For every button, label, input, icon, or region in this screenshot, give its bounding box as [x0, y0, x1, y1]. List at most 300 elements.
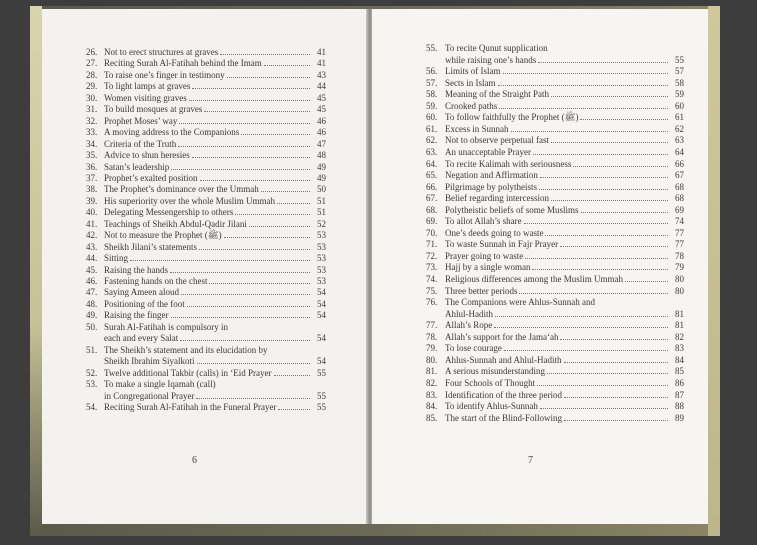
toc-entry-title: To raise one’s finger in testimony	[104, 69, 225, 80]
toc-entry-page: 55	[675, 54, 684, 65]
toc-entry-number: 35.	[86, 150, 98, 161]
toc-entry-number: 72.	[426, 250, 438, 261]
toc-entry-number: 37.	[86, 172, 98, 183]
toc-entry-title: Sitting	[104, 253, 129, 264]
toc-entry-number: 66.	[426, 181, 438, 192]
toc-entry-page: 84	[675, 354, 684, 365]
toc-entry-page: 54	[317, 298, 326, 309]
toc-entry	[86, 70, 326, 81]
toc-entry-title: Meaning of the Straight Path	[445, 89, 549, 100]
toc-entry-title: Saying Ameen aloud	[104, 287, 179, 298]
toc-entry-page: 51	[317, 207, 326, 218]
toc-entry-page: 55	[317, 390, 326, 401]
toc-entry-page: 87	[675, 389, 684, 400]
toc-entry-page: 79	[675, 262, 684, 273]
toc-entry-number: 41.	[86, 218, 98, 229]
toc-leader-dots	[560, 240, 668, 247]
table-of-contents-right	[372, 9, 708, 524]
toc-entry-page: 45	[317, 104, 326, 115]
toc-leader-dots	[540, 171, 668, 178]
toc-entry-title: Raising the hands	[104, 264, 168, 275]
toc-entry	[426, 286, 684, 297]
toc-leader-dots	[580, 113, 668, 120]
toc-entry-title: Not to measure the Prophet (ﷺ)	[104, 230, 222, 241]
toc-entry-title: An unacceptable Prayer	[445, 146, 531, 157]
toc-entry	[86, 402, 326, 413]
toc-entry-number: 82.	[426, 377, 438, 388]
toc-entry-title: Positioning of the foot	[104, 298, 185, 309]
toc-entry-title: Sheikh Jilani’s statements	[104, 241, 197, 252]
toc-entry-number: 74.	[426, 274, 438, 284]
toc-entry-title: Identification of the three period	[445, 389, 562, 400]
page-number-left: 6	[192, 455, 197, 466]
toc-entry-page: 59	[675, 89, 684, 100]
toc-entry-title: Prayer going to waste	[445, 250, 524, 261]
toc-entry-title: Prophet’s exalted position	[104, 172, 198, 183]
toc-leader-dots	[550, 45, 668, 51]
toc-entry-title: Sheikh Ibrahim Siyalkoti	[104, 356, 195, 367]
toc-entry	[426, 170, 684, 181]
toc-entry-title: To lose courage	[445, 343, 502, 354]
toc-entry-title: Raising the finger	[104, 310, 169, 321]
toc-entry-title: Not to erect structures at graves	[104, 47, 219, 57]
page-number-right: 7	[528, 455, 533, 466]
toc-entry	[86, 368, 326, 379]
toc-entry-page: 69	[675, 204, 684, 215]
toc-leader-dots	[278, 403, 310, 410]
toc-leader-dots	[170, 266, 310, 273]
toc-entry-title: To identify Ahlus-Sunnah	[445, 401, 538, 412]
toc-entry-number: 55.	[426, 43, 438, 53]
toc-leader-dots	[538, 56, 668, 63]
toc-entry-page: 41	[317, 58, 326, 69]
toc-entry-page: 55	[317, 401, 326, 412]
toc-entry	[86, 139, 326, 150]
toc-entry-number: 33.	[86, 127, 98, 138]
toc-entry	[86, 47, 326, 58]
book-cover-edge-left	[30, 6, 42, 536]
toc-entry	[426, 332, 684, 343]
toc-entry-number: 80.	[426, 354, 438, 365]
toc-entry	[86, 391, 326, 402]
toc-entry-number: 83.	[426, 389, 438, 400]
toc-leader-dots	[130, 254, 310, 261]
toc-leader-dots	[498, 79, 669, 86]
toc-entry	[426, 228, 684, 239]
toc-entry-number: 40.	[86, 207, 98, 218]
toc-entry-title: Negation and Affirmation	[445, 170, 538, 181]
toc-entry-number: 84.	[426, 401, 438, 412]
toc-entry-page: 53	[317, 264, 326, 275]
toc-entry-number: 31.	[86, 104, 98, 115]
toc-entry-number: 48.	[86, 298, 98, 309]
toc-entry	[86, 219, 326, 230]
toc-leader-dots	[189, 94, 310, 101]
toc-entry	[426, 251, 684, 262]
toc-entry-page: 44	[317, 81, 326, 92]
toc-entry-page: 67	[675, 170, 684, 181]
toc-leader-dots	[511, 125, 669, 132]
toc-entry-page: 50	[317, 184, 326, 195]
toc-entry-page: 51	[317, 195, 326, 206]
toc-entry	[426, 55, 684, 66]
toc-entry-title: Ahlus-Sunnah and Ahlul-Hadith	[445, 354, 562, 365]
toc-entry-page: 64	[675, 146, 684, 157]
toc-entry-page: 48	[317, 150, 326, 161]
toc-entry	[86, 58, 326, 69]
toc-entry-title: Allah’s support for the Jama‘ah	[445, 331, 559, 342]
toc-entry-number: 34.	[86, 138, 98, 149]
toc-leader-dots	[504, 344, 668, 351]
toc-entry-number: 71.	[426, 239, 438, 250]
toc-entry	[426, 262, 684, 273]
toc-entry-page: 60	[675, 100, 684, 111]
toc-leader-dots	[573, 160, 668, 167]
toc-leader-dots	[551, 194, 668, 201]
toc-entry	[86, 127, 326, 138]
toc-entry-page: 43	[317, 69, 326, 80]
toc-entry-page: 46	[317, 127, 326, 138]
toc-entry-number: 73.	[426, 262, 438, 273]
toc-entry-title: Reciting Surah Al-Fatihah behind the Imam	[104, 58, 262, 69]
toc-entry	[86, 287, 326, 298]
toc-leader-dots	[218, 381, 310, 387]
toc-leader-dots	[533, 148, 668, 155]
toc-entry-number: 58.	[426, 89, 438, 100]
toc-entry-title: To build mosques at graves	[104, 104, 203, 115]
toc-entry-page: 53	[317, 230, 326, 241]
toc-entry	[426, 193, 684, 204]
toc-entry	[426, 413, 684, 424]
toc-leader-dots	[551, 90, 668, 97]
toc-entry-title: Belief regarding intercession	[445, 193, 549, 204]
toc-leader-dots	[249, 220, 310, 227]
toc-entry-number: 63.	[426, 146, 438, 157]
toc-leader-dots	[241, 128, 310, 135]
toc-entry-number: 75.	[426, 285, 438, 296]
toc-leader-dots	[171, 163, 310, 170]
toc-entry-title: Women visiting graves	[104, 92, 187, 103]
toc-entry	[426, 274, 684, 285]
toc-entry-page: 78	[675, 250, 684, 261]
toc-entry-page: 47	[317, 138, 326, 149]
toc-entry-title: To waste Sunnah in Fajr Prayer	[445, 239, 559, 250]
toc-entry-number: 69.	[426, 216, 438, 227]
toc-entry	[426, 343, 684, 354]
toc-entry-title: The Companions were Ahlus-Sunnah and	[445, 297, 595, 308]
toc-entry-title: To make a single Iqamah (call)	[104, 379, 216, 390]
toc-leader-dots	[545, 229, 668, 236]
toc-entry-page: 81	[675, 320, 684, 331]
toc-entry-number: 67.	[426, 193, 438, 204]
toc-entry-title: The start of the Blind-Following	[445, 412, 562, 423]
toc-entry-number: 54.	[86, 401, 98, 412]
toc-entry-page: 61	[675, 112, 684, 123]
toc-entry-number: 30.	[86, 92, 98, 103]
toc-entry	[86, 162, 326, 173]
toc-entry-title: A serious misunderstanding	[445, 366, 545, 377]
toc-entry-page: 53	[317, 253, 326, 264]
toc-entry	[426, 101, 684, 112]
toc-entry-title: Excess in Sunnah	[445, 123, 509, 134]
toc-entry-number: 62.	[426, 135, 438, 146]
toc-leader-dots	[209, 277, 310, 284]
toc-entry-number: 26.	[86, 47, 98, 57]
toc-entry-title: while raising one’s hands	[445, 54, 537, 65]
toc-entry-number: 43.	[86, 241, 98, 252]
toc-entry-page: 41	[317, 47, 326, 57]
toc-entry	[86, 184, 326, 195]
toc-entry-title: Prophet Moses’ way	[104, 115, 178, 126]
toc-entry-page: 66	[675, 158, 684, 169]
toc-entry-title: Advice to shun heresies	[104, 150, 190, 161]
toc-entry-title: Satan’s leadership	[104, 161, 170, 172]
toc-entry-number: 38.	[86, 184, 98, 195]
toc-entry	[426, 320, 684, 331]
toc-entry-number: 70.	[426, 227, 438, 238]
toc-entry-page: 46	[317, 115, 326, 126]
toc-leader-dots	[560, 333, 668, 340]
toc-entry-title: Not to observe perpetual fast	[445, 135, 549, 146]
toc-leader-dots	[181, 288, 310, 295]
toc-entry	[426, 135, 684, 146]
toc-entry-title: The Prophet’s dominance over the Ummah	[104, 184, 259, 195]
toc-entry-page: 54	[317, 310, 326, 321]
toc-leader-dots	[261, 185, 310, 192]
toc-entry	[86, 93, 326, 104]
toc-leader-dots	[196, 392, 310, 399]
toc-entry-number: 81.	[426, 366, 438, 377]
toc-entry	[86, 345, 326, 356]
toc-entry-number: 64.	[426, 158, 438, 169]
toc-entry-number: 56.	[426, 66, 438, 77]
toc-leader-dots	[581, 206, 669, 213]
toc-entry-page: 68	[675, 193, 684, 204]
toc-entry-page: 82	[675, 331, 684, 342]
toc-entry	[426, 78, 684, 89]
toc-entry	[426, 182, 684, 193]
toc-entry-number: 39.	[86, 195, 98, 206]
toc-entry-title: His superiority over the whole Muslim Ummah	[104, 195, 275, 206]
toc-entry-number: 85.	[426, 412, 438, 423]
toc-entry-page: 81	[675, 308, 684, 319]
toc-entry	[426, 89, 684, 100]
toc-entry-title: Allah’s Rope	[445, 320, 493, 331]
toc-entry-page: 58	[675, 77, 684, 88]
toc-entry-number: 27.	[86, 58, 98, 69]
toc-entry-page: 77	[675, 227, 684, 238]
toc-entry-page: 85	[675, 366, 684, 377]
toc-leader-dots	[499, 102, 668, 109]
toc-entry	[86, 230, 326, 241]
toc-entry-page: 53	[317, 241, 326, 252]
toc-leader-dots	[494, 321, 668, 328]
toc-entry-number: 46.	[86, 276, 98, 286]
toc-leader-dots	[625, 275, 668, 282]
toc-entry	[426, 366, 684, 377]
toc-leader-dots	[230, 324, 310, 330]
toc-entry-title: Criteria of the Truth	[104, 138, 177, 149]
toc-entry-page: 52	[317, 218, 326, 229]
toc-entry-page: 53	[317, 276, 326, 286]
toc-leader-dots	[227, 71, 310, 78]
toc-leader-dots	[178, 140, 310, 147]
toc-entry	[86, 173, 326, 184]
toc-entry	[426, 124, 684, 135]
toc-leader-dots	[200, 174, 311, 181]
right-page	[372, 9, 708, 524]
toc-entry	[426, 239, 684, 250]
toc-entry	[86, 299, 326, 310]
toc-entry	[86, 253, 326, 264]
toc-entry	[86, 310, 326, 321]
toc-entry-title: To recite Kalimah with seriousness	[445, 158, 572, 169]
toc-entry-title: Four Schools of Thought	[445, 377, 536, 388]
toc-entry	[426, 66, 684, 77]
toc-entry-number: 28.	[86, 69, 98, 80]
toc-entry-page: 49	[317, 161, 326, 172]
toc-entry-number: 51.	[86, 344, 98, 355]
toc-entry-number: 60.	[426, 112, 438, 123]
toc-entry-number: 32.	[86, 115, 98, 126]
toc-leader-dots	[224, 231, 310, 238]
toc-leader-dots	[495, 310, 668, 317]
toc-leader-dots	[197, 357, 311, 364]
toc-entry	[86, 104, 326, 115]
toc-entry-page: 80	[675, 274, 684, 284]
toc-leader-dots	[525, 252, 668, 259]
toc-entry-title: Reciting Surah Al-Fatihah in the Funeral Prayer	[104, 401, 277, 412]
toc-entry-title: To light lamps at graves	[104, 81, 191, 92]
toc-entry-title: Polytheistic beliefs of some Muslims	[445, 204, 579, 215]
toc-entry-title: Three better periods	[445, 285, 518, 296]
toc-entry-page: 89	[675, 412, 684, 423]
toc-entry-title: Surah Al-Fatihah is compulsory in	[104, 321, 228, 332]
toc-entry	[426, 43, 684, 54]
toc-entry-number: 36.	[86, 161, 98, 172]
toc-entry	[426, 205, 684, 216]
toc-entry-page: 80	[675, 285, 684, 296]
toc-entry-number: 47.	[86, 287, 98, 298]
toc-entry	[426, 390, 684, 401]
toc-entry-number: 50.	[86, 321, 98, 332]
toc-leader-dots	[274, 369, 310, 376]
toc-entry	[426, 401, 684, 412]
toc-leader-dots	[204, 105, 310, 112]
toc-leader-dots	[551, 136, 668, 143]
toc-entry-number: 29.	[86, 81, 98, 92]
toc-leader-dots	[519, 287, 668, 294]
toc-leader-dots	[269, 347, 310, 353]
toc-entry-number: 49.	[86, 310, 98, 321]
toc-entry-title: One’s deeds going to waste	[445, 227, 544, 238]
toc-entry-page: 54	[317, 287, 326, 298]
toc-entry	[86, 150, 326, 161]
toc-leader-dots	[597, 299, 668, 305]
toc-leader-dots	[503, 67, 669, 74]
toc-leader-dots	[171, 311, 311, 318]
toc-entry-page: 83	[675, 343, 684, 354]
toc-entry-number: 76.	[426, 297, 438, 308]
toc-entry	[86, 333, 326, 344]
toc-entry-title: Twelve additional Takbir (calls) in ‘Eid Prayer	[104, 367, 272, 378]
toc-entry-number: 61.	[426, 123, 438, 134]
toc-entry	[86, 196, 326, 207]
toc-entry-number: 44.	[86, 253, 98, 264]
toc-entry-title: Delegating Messengership to others	[104, 207, 234, 218]
toc-entry-number: 78.	[426, 331, 438, 342]
toc-entry	[86, 276, 326, 287]
toc-leader-dots	[199, 243, 310, 250]
toc-entry-page: 55	[317, 367, 326, 378]
toc-entry-page: 68	[675, 181, 684, 192]
toc-entry-number: 57.	[426, 77, 438, 88]
toc-leader-dots	[264, 59, 310, 66]
toc-entry-page: 63	[675, 135, 684, 146]
toc-entry-number: 79.	[426, 343, 438, 354]
toc-entry	[426, 147, 684, 158]
toc-entry-page: 86	[675, 377, 684, 388]
toc-entry	[86, 207, 326, 218]
toc-leader-dots	[277, 197, 310, 204]
toc-entry-title: Fastening hands on the chest	[104, 276, 208, 286]
toc-entry-title: Sects in Islam	[445, 77, 496, 88]
toc-leader-dots	[539, 183, 668, 190]
toc-entry-title: Teachings of Sheikh Abdul-Qadir Jilani	[104, 218, 247, 229]
toc-entry	[426, 112, 684, 123]
toc-entry	[426, 159, 684, 170]
toc-entry	[426, 378, 684, 389]
toc-entry-page: 45	[317, 92, 326, 103]
toc-entry	[86, 356, 326, 367]
toc-entry-number: 52.	[86, 367, 98, 378]
left-page	[42, 9, 368, 524]
toc-entry-title: Hajj by a single woman	[445, 262, 531, 273]
toc-leader-dots	[564, 391, 668, 398]
toc-entry-title: The Sheikh’s statement and its elucidation by	[104, 344, 268, 355]
toc-entry	[86, 116, 326, 127]
toc-leader-dots	[524, 217, 668, 224]
toc-entry-page: 77	[675, 239, 684, 250]
toc-entry-number: 53.	[86, 379, 98, 390]
book-cover-edge-right	[708, 6, 720, 536]
toc-leader-dots	[192, 151, 310, 158]
toc-entry-page: 54	[317, 333, 326, 344]
toc-entry	[86, 379, 326, 390]
toc-entry-number: 65.	[426, 170, 438, 181]
toc-entry	[86, 242, 326, 253]
toc-leader-dots	[532, 263, 668, 270]
toc-entry-title: A moving address to the Companions	[104, 127, 240, 138]
toc-entry-title: each and every Salat	[104, 333, 179, 344]
toc-entry	[426, 216, 684, 227]
table-of-contents-left	[42, 9, 368, 524]
toc-entry-number: 77.	[426, 320, 438, 331]
toc-entry	[426, 297, 684, 308]
toc-entry-title: Crooked paths	[445, 100, 498, 111]
toc-leader-dots	[547, 367, 668, 374]
toc-entry	[86, 81, 326, 92]
toc-entry-title: To follow faithfully the Prophet (ﷺ)	[445, 112, 579, 123]
toc-leader-dots	[192, 82, 310, 89]
toc-entry	[86, 322, 326, 333]
toc-entry-page: 62	[675, 123, 684, 134]
toc-entry	[426, 355, 684, 366]
toc-leader-dots	[235, 208, 310, 215]
toc-entry-title: Pilgrimage by polytheists	[445, 181, 537, 192]
toc-leader-dots	[540, 402, 668, 409]
toc-entry-page: 74	[675, 216, 684, 227]
